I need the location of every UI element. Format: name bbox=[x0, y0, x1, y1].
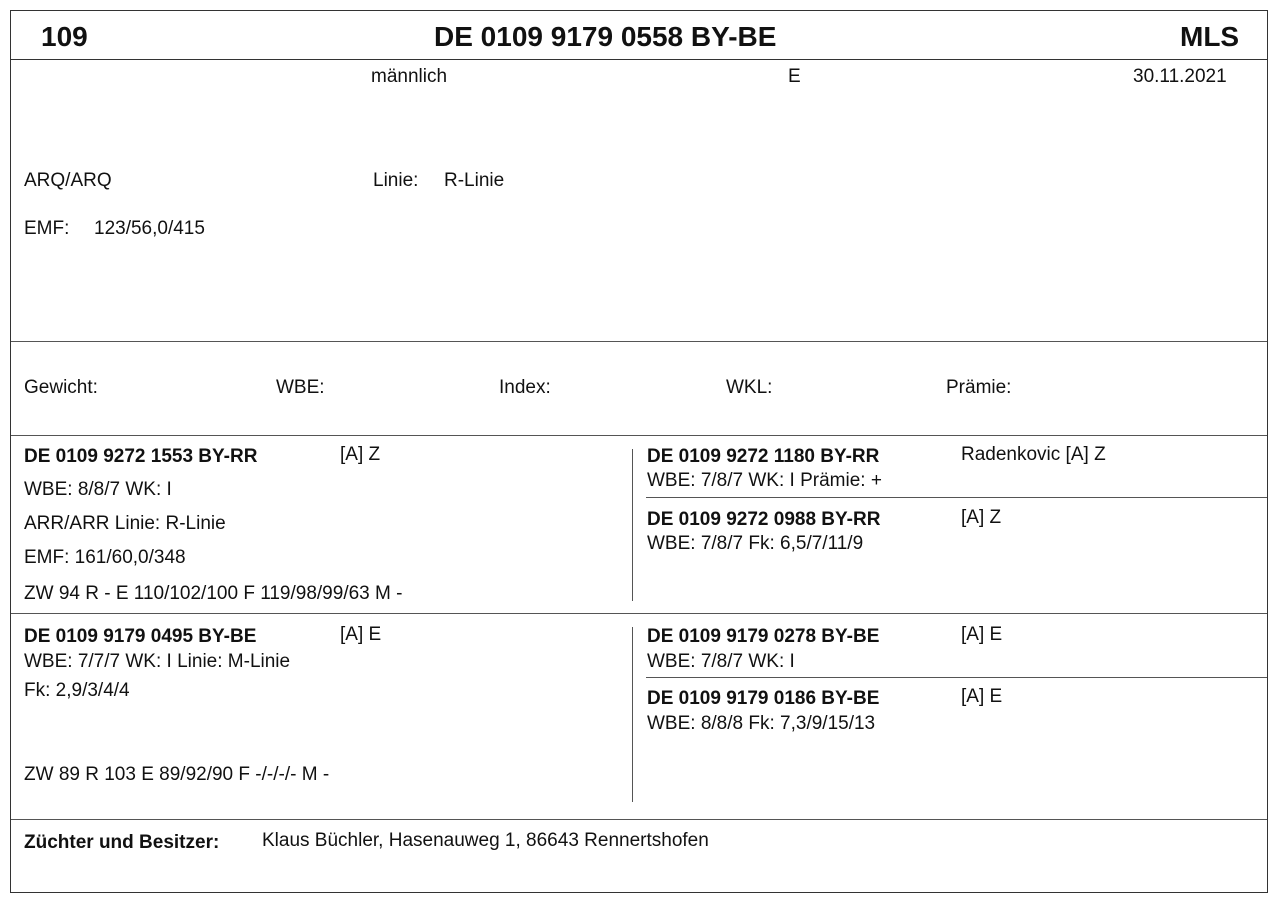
sire-parents-divider bbox=[646, 497, 1267, 498]
sire-wbe: WBE: 8/8/7 WK: I bbox=[24, 479, 172, 500]
animal-ring-number: DE 0109 9179 0558 BY-BE bbox=[434, 21, 777, 52]
emf-label: EMF: bbox=[24, 218, 70, 239]
sire-tag: [A] Z bbox=[340, 444, 381, 465]
breed-code: MLS bbox=[1180, 21, 1240, 52]
sex: männlich bbox=[371, 66, 448, 87]
dam-dam-wbe: WBE: 8/8/8 Fk: 7,3/9/15/13 bbox=[647, 713, 876, 734]
dam-fk: Fk: 2,9/3/4/4 bbox=[24, 680, 130, 701]
header-divider bbox=[11, 59, 1267, 60]
class-code: E bbox=[788, 66, 801, 87]
dam-sire-wbe: WBE: 7/8/7 WK: I bbox=[647, 651, 795, 672]
dam-ring: DE 0109 9179 0495 BY-BE bbox=[24, 626, 257, 647]
sire-sire-ring: DE 0109 9272 1180 BY-RR bbox=[647, 446, 880, 467]
dam-dam-ring: DE 0109 9179 0186 BY-BE bbox=[647, 688, 880, 709]
sire-dam-ring: DE 0109 9272 0988 BY-RR bbox=[647, 509, 881, 530]
metrics-divider bbox=[11, 435, 1267, 436]
footer-divider bbox=[11, 819, 1267, 820]
info-divider bbox=[11, 341, 1267, 342]
dam-sire-tag: [A] E bbox=[961, 624, 1003, 645]
weight-label: Gewicht: bbox=[24, 377, 98, 398]
dam-dam-tag: [A] E bbox=[961, 686, 1003, 707]
sire-sire-tag: Radenkovic [A] Z bbox=[961, 444, 1106, 465]
date: 30.11.2021 bbox=[1133, 66, 1227, 87]
sire-sire-wbe: WBE: 7/8/7 WK: I Prämie: + bbox=[647, 470, 882, 491]
dam-wbe: WBE: 7/7/7 WK: I Linie: M-Linie bbox=[24, 651, 291, 672]
emf-value: 123/56,0/415 bbox=[94, 218, 205, 239]
line-value: R-Linie bbox=[444, 170, 505, 191]
breeder-label: Züchter und Besitzer: bbox=[24, 832, 220, 853]
dam-tag: [A] E bbox=[340, 624, 382, 645]
index-label: Index: bbox=[499, 377, 551, 398]
bonus-label: Prämie: bbox=[946, 377, 1012, 398]
dam-column-divider bbox=[632, 627, 633, 802]
dam-zw: ZW 89 R 103 E 89/92/90 F -/-/-/- M - bbox=[24, 764, 330, 785]
sire-dam-tag: [A] Z bbox=[961, 507, 1002, 528]
dam-parents-divider bbox=[646, 677, 1267, 678]
line-label: Linie: bbox=[373, 170, 419, 191]
dam-sire-ring: DE 0109 9179 0278 BY-BE bbox=[647, 626, 880, 647]
genotype: ARQ/ARQ bbox=[24, 170, 112, 191]
catalog-number: 109 bbox=[41, 21, 88, 52]
sire-genotype: ARR/ARR Linie: R-Linie bbox=[24, 513, 226, 534]
sire-ring: DE 0109 9272 1553 BY-RR bbox=[24, 446, 258, 467]
sire-emf: EMF: 161/60,0/348 bbox=[24, 547, 186, 568]
wkl-label: WKL: bbox=[726, 377, 773, 398]
wbe-label: WBE: bbox=[276, 377, 325, 398]
breeder-value: Klaus Büchler, Hasenauweg 1, 86643 Rennertshofen bbox=[262, 830, 709, 851]
sire-dam-wbe: WBE: 7/8/7 Fk: 6,5/7/11/9 bbox=[647, 533, 864, 554]
sire-zw: ZW 94 R - E 110/102/100 F 119/98/99/63 M - bbox=[24, 583, 403, 604]
sire-column-divider bbox=[632, 449, 633, 601]
sire-dam-divider bbox=[11, 613, 1267, 614]
